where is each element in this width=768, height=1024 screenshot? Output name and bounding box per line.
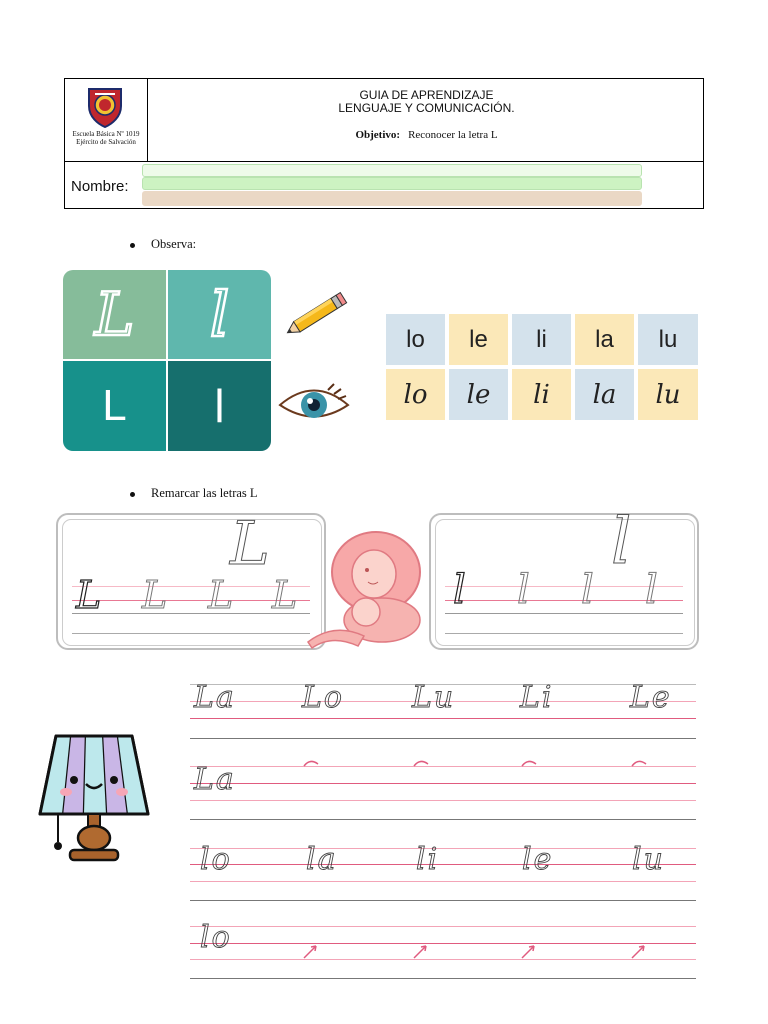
trace-letter: L (272, 573, 298, 617)
trace-word: Lu (412, 680, 456, 715)
guide-line (190, 864, 696, 865)
guide-line (190, 819, 696, 820)
syllable-print: lo (386, 314, 445, 365)
bullet-dot (130, 243, 135, 248)
name-field[interactable] (142, 177, 642, 190)
bullet-observe (130, 237, 196, 252)
syllable-cursive: lo (386, 369, 445, 420)
trace-word: li (416, 842, 440, 877)
tile-letter: L (94, 279, 135, 350)
syllable-print: la (575, 314, 634, 365)
trace-word: lo (200, 842, 232, 877)
name-field[interactable] (142, 164, 642, 177)
trace-letter: l (517, 567, 530, 613)
syllable-print: li (512, 314, 571, 365)
objective (148, 129, 705, 141)
lamp-icon (36, 718, 152, 874)
tile-letter: l (214, 380, 225, 432)
trace-letter: L (76, 573, 102, 617)
tile-cursive-lower (168, 270, 271, 359)
guide-title: GUIA DE APRENDIZAJE (359, 88, 494, 102)
trace-word: lo (200, 920, 232, 955)
syllable-cursive: lu (638, 369, 698, 420)
trace-word: le (522, 842, 554, 877)
lion-icon (304, 524, 434, 652)
name-label: Nombre: (71, 178, 129, 195)
tile-print-upper (63, 361, 166, 451)
tile-letter: l (209, 278, 230, 351)
guide-line (445, 633, 683, 634)
syllable-cursive: li (512, 369, 571, 420)
trace-word: Le (630, 680, 672, 715)
trace-word: La (194, 762, 236, 797)
guide-line (190, 848, 696, 849)
letter-tiles (63, 270, 271, 451)
header-divider (65, 161, 703, 162)
school-subtitle: Ejército de Salvación (76, 138, 136, 146)
tile-print-lower (168, 361, 271, 451)
subject-title: LENGUAJE Y COMUNICACIÓN. (338, 101, 515, 115)
syllable-cursive: la (575, 369, 634, 420)
objective-label: Objetivo: (355, 129, 401, 141)
model-letter: l (611, 505, 632, 579)
objective-text: Reconocer la letra L (408, 129, 498, 141)
trace-letter: L (208, 573, 234, 617)
guide-line (190, 978, 696, 979)
school-name: Escuela Básica Nº 1019 (72, 130, 140, 138)
bullet-trace (130, 486, 258, 501)
guide-line (190, 881, 696, 882)
syllable-grid (386, 314, 698, 422)
tile-cursive-upper (63, 270, 166, 359)
trace-card-uppercase (56, 509, 326, 650)
shield-icon (85, 86, 125, 128)
trace-word: la (306, 842, 338, 877)
bullet-text: Observa: (151, 237, 197, 251)
guide-line (72, 633, 310, 634)
guide-line (190, 926, 696, 927)
guide-line (190, 718, 696, 719)
bullet-dot (130, 492, 135, 497)
trace-word: Lo (302, 680, 344, 715)
guide-line (190, 900, 696, 901)
start-arrows (300, 756, 700, 770)
guide-line (190, 738, 696, 739)
trace-letter: l (453, 567, 466, 613)
school-logo-cell (65, 79, 147, 161)
tile-letter: L (102, 381, 127, 430)
trace-word: lu (632, 842, 665, 877)
bullet-text: Remarcar las letras L (151, 486, 258, 500)
model-letter: L (230, 509, 270, 579)
guide-line (445, 613, 683, 614)
trace-word: Li (520, 680, 554, 715)
syllable-print: le (449, 314, 508, 365)
guide-line (190, 783, 696, 784)
trace-letter: L (142, 573, 168, 617)
trace-card-lowercase (429, 505, 699, 650)
guide-line (190, 800, 696, 801)
start-arrows (300, 940, 700, 960)
syllable-cursive: le (449, 369, 508, 420)
syllable-print: lu (638, 314, 698, 365)
pencil-icon (280, 289, 352, 343)
trace-letter: l (645, 567, 658, 613)
name-field[interactable] (142, 191, 642, 206)
trace-letter: l (581, 567, 594, 613)
eye-icon (276, 378, 354, 430)
trace-word: La (194, 680, 236, 715)
header-table (64, 78, 704, 209)
